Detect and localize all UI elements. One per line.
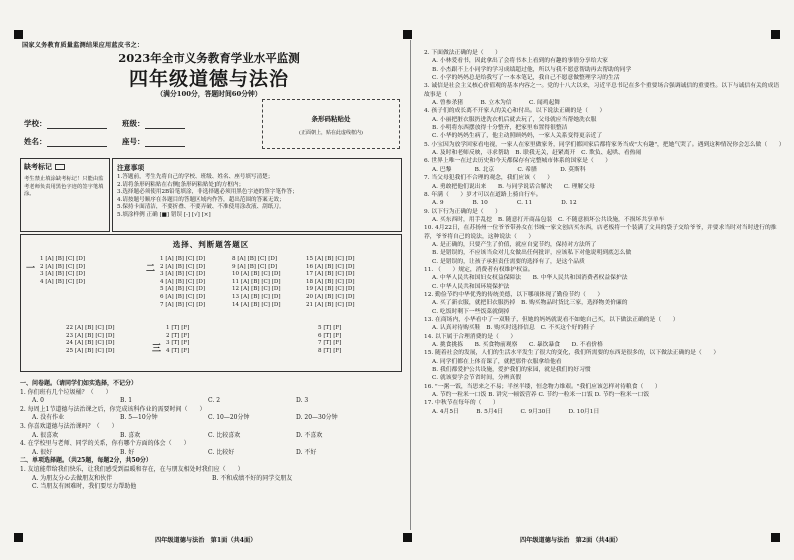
option: C. 10—20分钟: [208, 414, 250, 422]
answer-group-2b-list[interactable]: [232, 256, 281, 309]
option-row: C. 小华的妈妈生病了，他主动照顾妈妈，一家人关系变得更亲近了: [432, 133, 603, 140]
answer-row[interactable]: 2 [A] [B] [C] [D]: [160, 263, 206, 270]
registration-mark: [771, 533, 780, 542]
question-text: 3. 诚信是社会主义核心价值观的基本内容之一。党的十八大以来，习近平总书记在多个重要场合强调诚信的重要性。以下与诚信有关的成语故事是（ ）: [424, 83, 780, 98]
option: A. 0: [32, 397, 44, 405]
note-item: 5.保持卡面清洁，不要折叠、不要弄破、不准使用涂改液、刮纸刀。: [117, 204, 285, 211]
answer-row[interactable]: 10 [A] [B] [C] [D]: [232, 271, 281, 278]
answer-row[interactable]: 4 [A] [B] [C] [D]: [160, 278, 206, 285]
option-row: A. 中华人民共和国妇女权益保障法 B. 中华人民共和国消费者权益保护法: [432, 275, 628, 282]
option: D. 不喜欢: [296, 431, 323, 439]
answer-row[interactable]: 1 [T] [F]: [166, 325, 190, 331]
answer-row[interactable]: 13 [A] [B] [C] [D]: [232, 293, 281, 300]
option-row: B. 我们都爱护公共设施，爱护我们的家园，就是我们的好习惯: [432, 367, 591, 374]
class-line[interactable]: [145, 121, 185, 129]
option-row: A. 节约一粒米一口饭 B. 讲究一顿饭营养 C. 节约一粒米一口饭 D. 节约一粒米一口饭: [432, 392, 650, 399]
option: A. 很好: [32, 448, 53, 456]
answer-row[interactable]: 4 [A] [B] [C] [D]: [40, 278, 86, 285]
section-heading: 一、问卷题。（请同学们如实选择，不记分）: [20, 380, 138, 387]
option-row: A. 巴黎 B. 北京 C. 希腊 D. 莫斯科: [432, 166, 586, 173]
answer-row[interactable]: 3 [A] [B] [C] [D]: [160, 271, 206, 278]
exam-subtitle: （满分100分，答题时间60分钟）: [156, 90, 262, 98]
footer-right: 四年级道德与法治 第2面（共4面）: [520, 537, 622, 544]
option: B. 喜欢: [120, 431, 141, 439]
answer-row[interactable]: 6 [T] [F]: [318, 332, 342, 339]
answer-row[interactable]: 4 [T] [F]: [166, 347, 190, 354]
answer-group-2: [146, 266, 155, 275]
option-row: A. 及时和老师反映，寻求帮助 B. 联我无关，赶紧离开 C. 欺负、起哄、看热闹: [432, 150, 642, 157]
answer-row[interactable]: 23 [A] [B] [C] [D]: [66, 332, 115, 339]
right-questions: [424, 49, 784, 416]
group-label: 三: [152, 344, 162, 354]
answer-row[interactable]: 5 [T] [F]: [318, 325, 342, 331]
class-label: 班级：: [122, 119, 145, 128]
option-row: B. 是错误的，不应该当众对儿女做出任何批评，应该私下对他说明到底怎么做: [432, 250, 632, 257]
exam-title-line1: 2023年全市义务教育学业水平监测: [118, 51, 300, 65]
answer-group-3a-list[interactable]: [166, 325, 189, 355]
answer-row[interactable]: 1 [A] [B] [C] [D]: [160, 256, 206, 262]
answer-row[interactable]: 22 [A] [B] [C] [D]: [66, 325, 115, 331]
question-text: 8. 年满（ ）岁才可以在道路上骑自行车。: [424, 191, 542, 198]
question-text: 9. 以下行为正确的是（ ）: [424, 208, 501, 215]
option: A. 没有作业: [32, 414, 65, 422]
option: B. 好: [120, 448, 135, 456]
answer-group-2a-list[interactable]: [160, 256, 205, 309]
option: D. 20—30分钟: [296, 414, 338, 422]
question-text: 1. 友谊能带给我们快乐，让我们感受到温暖和存在，在与朋友相处时我们应（ ）: [20, 465, 244, 473]
option: B. 1: [120, 397, 133, 405]
question-text: 10. 4月22日，在苏扬州一位爷爷带孙女在书城一家文创店买东西，店老板将一个装满了文具的袋子交给爷爷，并要求当时对当时进行的推荐，爷爷将自己的说法，这种说法（ ）: [424, 225, 777, 240]
answer-row[interactable]: 17 [A] [B] [C] [D]: [306, 271, 355, 278]
registration-mark: [403, 533, 412, 542]
option: C. 比较喜欢: [208, 431, 241, 439]
option-row: C. 中华人民共和国环境保护法: [432, 283, 510, 290]
notice-text: 国家义务教育质量监测结果应用蓝皮书之：: [22, 42, 144, 49]
answer-row[interactable]: 16 [A] [B] [C] [D]: [306, 263, 355, 270]
notes-box: [112, 158, 402, 232]
seat-field[interactable]: [122, 136, 185, 147]
absent-title: 缺考标记: [24, 162, 52, 171]
school-line[interactable]: [47, 121, 107, 129]
question-text: 4. 在学校里与老师、同学的关系，你有哪个方面的体会（ ）: [20, 440, 190, 448]
question-text: 13. 在商场内，小华看中了一双鞋子，但她的妈妈就说看不如她自己买，以下做法正确的是（ ）: [424, 317, 679, 323]
option-row: B. 小杰跟不上小同学的学习成绩超过他，所以与我不愿意帮助再去帮助的同学: [432, 66, 632, 73]
answer-area-title: 选择、判断题答题区: [172, 240, 250, 249]
barcode-sub: (正面朝上，贴在此虚线框内): [299, 130, 363, 136]
option: C. 当朋友有困难时，我们要尽力帮助他: [32, 483, 137, 491]
option-row: C. 吃饭时剩下一些饭菜就倒掉: [432, 308, 510, 315]
option: B. 5—10分钟: [120, 414, 158, 422]
option: D. 3: [296, 397, 309, 405]
question-text: 15. 随着社会的发展，人们的生活水平发生了很大的变化，我们所需要的东西是很多的，以下做法正确的是（ ）: [424, 350, 720, 357]
group-label: 二: [146, 264, 156, 274]
answer-row[interactable]: 14 [A] [B] [C] [D]: [232, 301, 281, 308]
option-row: A. 挑食挑拣 B. 买食物前观察 C. 暴饮暴食 D. 不看价格: [432, 342, 603, 349]
answer-row[interactable]: 6 [A] [B] [C] [D]: [160, 293, 206, 300]
notes-title: 注意事项: [117, 164, 145, 172]
registration-mark: [14, 30, 23, 39]
left-questions: [20, 380, 406, 492]
answer-row[interactable]: 21 [A] [B] [C] [D]: [306, 301, 355, 308]
section-heading: 二、单项选择题。（共25题，每题2分，共50分）: [20, 457, 152, 465]
answer-row[interactable]: 11 [A] [B] [C] [D]: [232, 278, 281, 285]
option-row: A. 认真对待购买鞋 B. 购买时选择信息 C. 不买这个好的鞋子: [432, 325, 595, 332]
registration-mark: [403, 30, 412, 39]
option: C. 比较好: [208, 448, 235, 456]
option-row: A. 同学们都在上体育课了，就把那件衣服拿给他看: [432, 358, 562, 365]
question-text: 14. 以下属于合理消费的是（ ）: [424, 333, 517, 340]
question-text: 11. （ ）规定，消费者有权维护权益。: [424, 266, 534, 273]
answer-group-1: [26, 266, 35, 275]
option-row: A. 勇敢把他们说出来 B. 与同学说话合解决 C. 理解父母: [432, 183, 595, 190]
answer-row[interactable]: 7 [T] [F]: [318, 340, 342, 347]
note-item: 3.选择题必须使用2B铅笔填涂，非选择题必须用黑色字迹的签字笔作答；: [117, 189, 298, 196]
option-row: A. 小林爱看书，因此拿出了会将书本上看到的有趣的事情分享给大家: [432, 58, 608, 65]
name-line[interactable]: [47, 139, 107, 147]
answer-row[interactable]: 18 [A] [B] [C] [D]: [306, 278, 355, 285]
option-row: [20, 397, 406, 406]
school-label: 学校：: [24, 119, 47, 128]
answer-row[interactable]: 20 [A] [B] [C] [D]: [306, 293, 355, 300]
option-row: C. 就该要学会节省时间，分辨真假: [432, 375, 522, 382]
question-text: 6. 世界上唯一在过去历史和今天都保存有完整城市体系的国家是（ ）: [424, 158, 612, 165]
answer-row[interactable]: 3 [T] [F]: [166, 340, 190, 347]
note-item: 4.请按题号顺序在各题目的答题区域内作答，超出范围的答案无效；: [117, 196, 285, 203]
note-item: 2.请将条形码粘贴在右侧[条形码粘贴处]的方框内；: [117, 181, 245, 188]
option-row: A. 买了新衣服，就把旧衣服扔掉 B. 购买物品时货比三家，选择物美价廉的: [432, 300, 628, 307]
name-field[interactable]: [24, 136, 107, 147]
answer-group-2c-list[interactable]: [306, 256, 355, 309]
answer-group-3b-list[interactable]: [318, 325, 341, 355]
question-text: 2. 下面做法正确的是（ ）: [424, 50, 501, 56]
absent-checkbox[interactable]: [55, 164, 65, 170]
answer-group-3: [152, 346, 161, 355]
answer-group-1-list[interactable]: [40, 256, 85, 286]
answer-row[interactable]: 19 [A] [B] [C] [D]: [306, 286, 355, 293]
option: C. 2: [208, 397, 221, 405]
absent-body: 考生禁止填涂缺考标记！只能由监考老师负责用黑色字迹的签字笔填涂。: [24, 176, 104, 197]
option-row: B. 小明将东西摆放得十分整齐，把家里布置得很整洁: [432, 125, 568, 132]
answer-row[interactable]: 8 [T] [F]: [318, 347, 342, 354]
option-row: A. 小丽把脏衣服扔进洗衣机后就去玩了，父母就应当帮她洗衣服: [432, 116, 597, 123]
option-row: C. 是错误的，让孩子承担责任需要的选择有了，是这个品质: [432, 258, 585, 265]
option-row: [20, 432, 406, 441]
question-text: 1. 你们班有几个垃圾桶？（ ）: [20, 388, 112, 396]
question-text: 5. 小宝因为放学回家看电视，一家人在家里做家务，同学们都回家后都将家务当成"大有趣"，把她气哭了。遇到这种情况你会怎么做（ ）: [424, 141, 785, 148]
option-row: [20, 414, 406, 423]
answer-row[interactable]: 3 [A] [B] [C] [D]: [40, 271, 86, 278]
school-field[interactable]: [24, 118, 107, 129]
question-text: 16. "一粥一饭，当思来之不易；半丝半缕，恒念物力维艰。"我们应该怎样对待粮食（ ）: [424, 383, 661, 390]
question-text: 4. 孩子们的成长离不开家人的关心和付出。以下说法正确的是（ ）: [424, 108, 606, 115]
question-text: 2. 每周上1节道德与法治课之后，你完成该科作业的需要时间（ ）: [20, 405, 206, 413]
question-text: 7. 当父母犯我们不合理的观念，我们应该（ ）: [424, 175, 554, 182]
barcode-title: 条形码粘贴处: [311, 115, 351, 123]
question-text: 17. 中秋节在每年的（ ）: [424, 400, 499, 407]
answer-row[interactable]: 1 [A] [B] [C] [D]: [40, 256, 86, 262]
answer-row[interactable]: 7 [A] [B] [C] [D]: [160, 301, 206, 308]
answer-row[interactable]: 2 [A] [B] [C] [D]: [40, 263, 86, 270]
absent-mark-box: [20, 158, 110, 232]
option-row: [20, 483, 406, 492]
note-item: 5.填涂样例 正确 [■] 错误 [-] [√] [×]: [117, 211, 211, 218]
option-row: A. 9 B. 10 C. 11 D. 12: [432, 200, 577, 207]
question-text: 3. 你喜欢道德与法治课吗？（ ）: [20, 422, 118, 430]
answer-row[interactable]: 15 [A] [B] [C] [D]: [306, 256, 355, 262]
answer-group-2d-list[interactable]: [66, 325, 115, 355]
option-row: A. 是正确的，只要产生了价值，就应自觉节约，保持对方法所了: [432, 241, 597, 248]
class-field[interactable]: [122, 118, 185, 129]
name-label: 姓名：: [24, 137, 47, 146]
note-item: 1.答题前，考生先将自己的学校、班级、姓名、座号填写清楚；: [117, 174, 274, 180]
option-row: A. 4月5日 B. 5月4日 C. 9月30日 D. 10月1日: [432, 408, 600, 415]
answer-row[interactable]: 9 [A] [B] [C] [D]: [232, 263, 278, 270]
group-label: 一: [26, 264, 36, 274]
answer-row[interactable]: 12 [A] [B] [C] [D]: [232, 286, 281, 293]
option: A. 为朋友分心去做朋友和伙伴: [32, 474, 113, 482]
option: D. 不好: [296, 448, 317, 456]
answer-row[interactable]: 8 [A] [B] [C] [D]: [232, 256, 278, 262]
option: A. 很喜欢: [32, 431, 59, 439]
barcode-area: [262, 99, 400, 149]
page-divider: [410, 40, 411, 530]
question-text: 12. 勤俭节约中华优秀的传统美德，以下哪项体现了勤俭节约（ ）: [424, 291, 604, 298]
answer-row[interactable]: 24 [A] [B] [C] [D]: [66, 340, 115, 347]
footer-left: 四年级道德与法治 第1面（共4面）: [155, 537, 257, 544]
seat-line[interactable]: [145, 139, 185, 147]
option: B. 不和成绩不好的同学交朋友: [212, 474, 293, 482]
option-row: A. 曾参杀猪 B. 立木为信 C. 闻鸡起舞: [432, 100, 561, 107]
registration-mark: [771, 30, 780, 39]
exam-title-line2: 四年级道德与法治: [128, 68, 289, 90]
registration-mark: [14, 533, 23, 542]
answer-row[interactable]: 25 [A] [B] [C] [D]: [66, 347, 115, 354]
option-row: A. 买东西时，用手乱挖 B. 随意打开商品包装 C. 不随意损坏公共设施，不损坏共享单车: [432, 216, 665, 223]
option-row: C. 小学的妈妈总是给我写了一本本笔记，我自己不愿意做整理学习的生活: [432, 75, 620, 82]
option-row: [20, 475, 406, 484]
answer-row[interactable]: 2 [T] [F]: [166, 332, 190, 339]
seat-label: 座号：: [122, 137, 145, 146]
answer-row[interactable]: 5 [A] [B] [C] [D]: [160, 286, 206, 293]
